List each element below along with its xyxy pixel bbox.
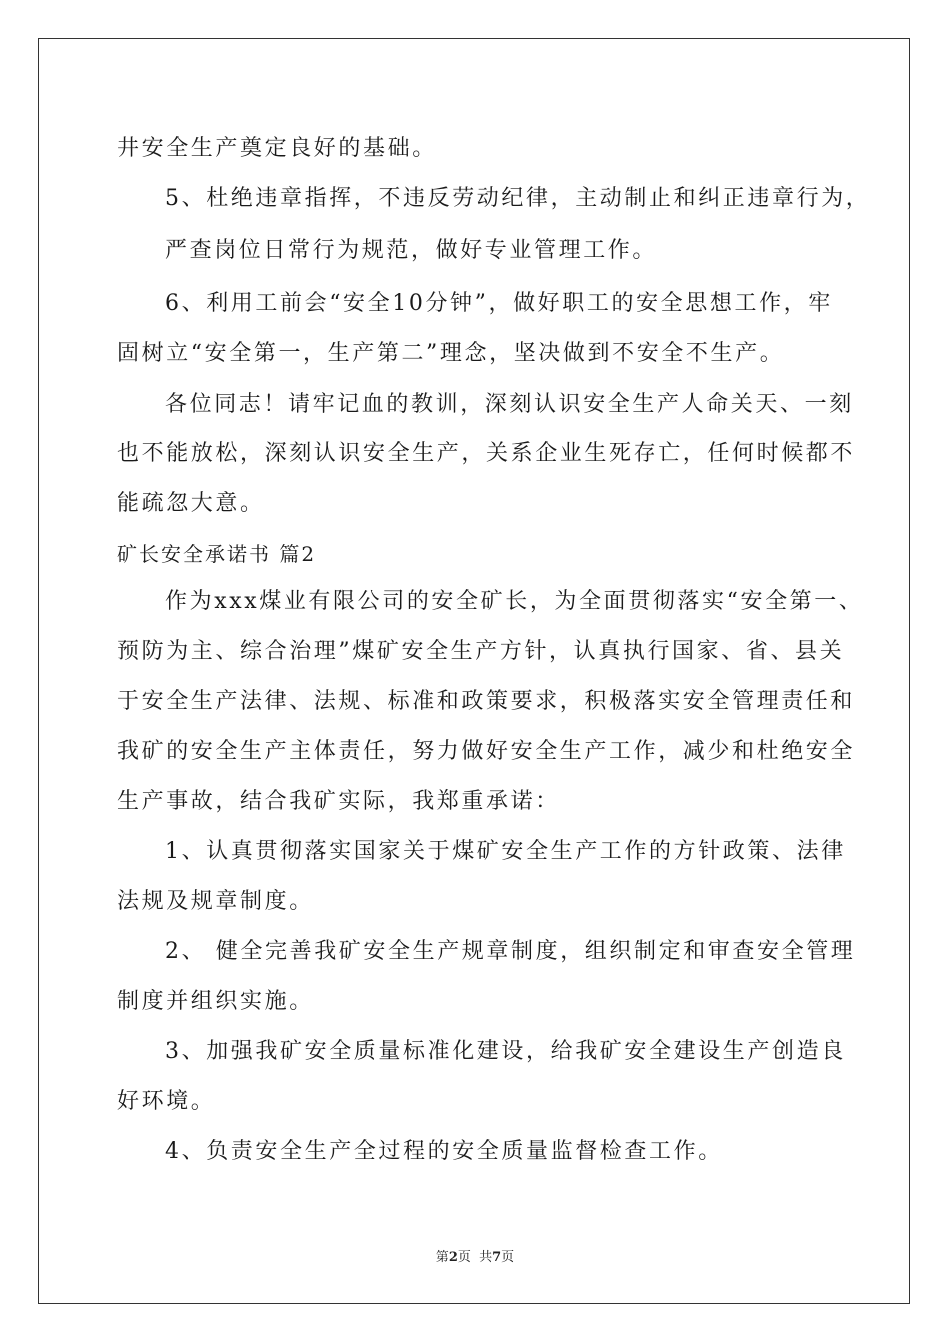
text-line: 6、利用工前会“安全10分钟”，做好职工的安全思想工作，牢	[165, 291, 833, 316]
text-line: 1、认真贯彻落实国家关于煤矿安全生产工作的方针政策、法律	[165, 839, 846, 864]
text-line: 固树立“安全第一，生产第二”理念，坚决做到不安全不生产。	[117, 341, 785, 366]
text-line: 制度并组织实施。	[117, 989, 314, 1014]
page-footer	[39, 1246, 911, 1265]
text-line: 3、加强我矿安全质量标准化建设，给我矿安全建设生产创造良	[165, 1039, 846, 1064]
text-line: 2、 健全完善我矿安全生产规章制度，组织制定和审查安全管理	[165, 939, 856, 964]
page-suffix: 页	[501, 1250, 515, 1265]
page-mid: 页 共	[457, 1250, 493, 1265]
text-line: 预防为主、综合治理”煤矿安全生产方针，认真执行国家、省、县关	[117, 639, 845, 664]
page-prefix: 第	[435, 1250, 449, 1265]
section-heading: 矿长安全承诺书 篇2	[117, 542, 317, 566]
text-line: 我矿的安全生产主体责任，努力做好安全生产工作，减少和杜绝安全	[117, 739, 856, 764]
text-line: 也不能放松，深刻认识安全生产，关系企业生死存亡，任何时候都不	[117, 441, 856, 466]
text-line: 5、杜绝违章指挥，不违反劳动纪律，主动制止和纠正违章行为，	[165, 186, 871, 211]
page-frame	[38, 38, 910, 1304]
text-line: 好环境。	[117, 1089, 216, 1114]
text-line: 严查岗位日常行为规范，做好专业管理工作。	[165, 238, 658, 263]
page-total: 7	[492, 1250, 502, 1265]
text-line: 井安全生产奠定良好的基础。	[117, 136, 437, 161]
text-line: 4、负责安全生产全过程的安全质量监督检查工作。	[165, 1139, 723, 1164]
text-line: 法规及规章制度。	[117, 889, 314, 914]
text-line: 于安全生产法律、法规、标准和政策要求，积极落实安全管理责任和	[117, 689, 856, 714]
page-current: 2	[448, 1250, 458, 1265]
text-line: 能疏忽大意。	[117, 491, 265, 516]
text-line: 生产事故，结合我矿实际，我郑重承诺：	[117, 789, 560, 814]
text-line: 各位同志！请牢记血的教训，深刻认识安全生产人命关天、一刻	[165, 392, 854, 417]
text-line: 作为xxx煤业有限公司的安全矿长，为全面贯彻落实“安全第一、	[165, 589, 864, 614]
